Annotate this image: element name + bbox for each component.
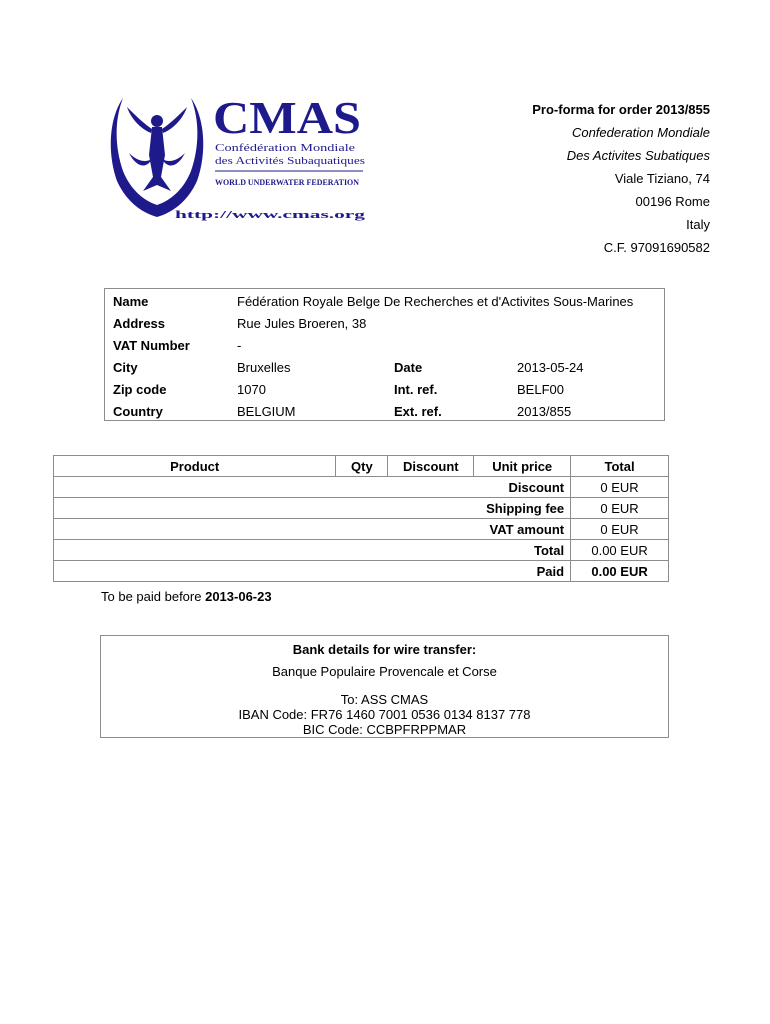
col-unit-price-header: Unit price bbox=[474, 456, 571, 477]
col-qty-header: Qty bbox=[336, 456, 388, 477]
mermaid-emblem-icon bbox=[111, 98, 204, 217]
client-vat-value: - bbox=[237, 338, 242, 353]
summary-value: 0 EUR bbox=[571, 498, 669, 519]
int-ref-label: Int. ref. bbox=[394, 382, 438, 397]
bank-bic: BIC Code: CCBPFRPPMAR bbox=[302, 722, 467, 737]
products-table bbox=[53, 455, 669, 582]
logo-brand: CMAS bbox=[213, 93, 361, 143]
sender-country: Italy bbox=[686, 217, 710, 232]
summary-value: 0.00 EUR bbox=[571, 561, 669, 582]
summary-row-shipping bbox=[54, 498, 669, 519]
client-vat-label: VAT Number bbox=[113, 338, 190, 353]
payment-due-prefix: To be paid before bbox=[101, 589, 202, 604]
sender-street: Viale Tiziano, 74 bbox=[614, 171, 710, 186]
client-country-value: BELGIUM bbox=[237, 404, 296, 419]
col-discount-header: Discount bbox=[388, 456, 474, 477]
bank-iban: IBAN Code: FR76 1460 7001 0536 0134 8137 778 bbox=[238, 707, 531, 722]
sender-org-line1: Confederation Mondiale bbox=[571, 125, 710, 140]
col-product-header: Product bbox=[54, 456, 336, 477]
payment-due bbox=[101, 589, 272, 604]
sender-fiscal-code: C.F. 97091690582 bbox=[603, 240, 710, 255]
table-header-row bbox=[54, 456, 669, 477]
logo-line3: WORLD UNDERWATER FEDERATION bbox=[215, 178, 360, 187]
client-country-label: Country bbox=[113, 404, 163, 419]
ext-ref-label: Ext. ref. bbox=[394, 404, 442, 419]
client-address-value: Rue Jules Broeren, 38 bbox=[237, 316, 367, 331]
client-name-value: Fédération Royale Belge De Recherches et d'Activites Sous-Marines bbox=[237, 294, 634, 309]
bank-name: Banque Populaire Provencale et Corse bbox=[272, 664, 497, 679]
summary-row-total bbox=[54, 540, 669, 561]
cmas-logo bbox=[105, 93, 370, 223]
summary-row-paid bbox=[54, 561, 669, 582]
client-zip-label: Zip code bbox=[113, 382, 167, 397]
logo-line2: des Activités Subaquatiques bbox=[215, 156, 366, 167]
proforma-title: Pro-forma for order 2013/855 bbox=[532, 102, 710, 117]
order-date-value: 2013-05-24 bbox=[517, 360, 584, 375]
summary-value: 0 EUR bbox=[571, 519, 669, 540]
sender-city: 00196 Rome bbox=[635, 194, 710, 209]
summary-value: 0 EUR bbox=[571, 477, 669, 498]
client-zip-value: 1070 bbox=[237, 382, 266, 397]
bank-recipient: To: ASS CMAS bbox=[340, 692, 429, 707]
client-city-label: City bbox=[113, 360, 138, 375]
logo-line1: Confédération Mondiale bbox=[215, 143, 356, 154]
client-address-label: Address bbox=[113, 316, 166, 331]
payment-due-date: 2013-06-23 bbox=[205, 589, 272, 604]
summary-label: Discount bbox=[54, 477, 571, 498]
summary-value: 0.00 EUR bbox=[571, 540, 669, 561]
col-total-header: Total bbox=[571, 456, 669, 477]
sender-block bbox=[532, 98, 710, 259]
int-ref-value: BELF00 bbox=[517, 382, 564, 397]
bank-details-box bbox=[100, 635, 669, 738]
bank-heading: Bank details for wire transfer: bbox=[292, 642, 477, 657]
client-name-label: Name bbox=[113, 294, 149, 309]
summary-label: VAT amount bbox=[54, 519, 571, 540]
sender-org-line2: Des Activites Subatiques bbox=[566, 148, 710, 163]
client-details-box bbox=[104, 288, 665, 421]
client-city-value: Bruxelles bbox=[237, 360, 291, 375]
summary-row-vat bbox=[54, 519, 669, 540]
ext-ref-value: 2013/855 bbox=[517, 404, 572, 419]
logo-url: http://www.cmas.org bbox=[175, 209, 366, 221]
order-date-label: Date bbox=[394, 360, 423, 375]
summary-row-discount bbox=[54, 477, 669, 498]
summary-label: Shipping fee bbox=[54, 498, 571, 519]
summary-label: Paid bbox=[54, 561, 571, 582]
summary-label: Total bbox=[54, 540, 571, 561]
